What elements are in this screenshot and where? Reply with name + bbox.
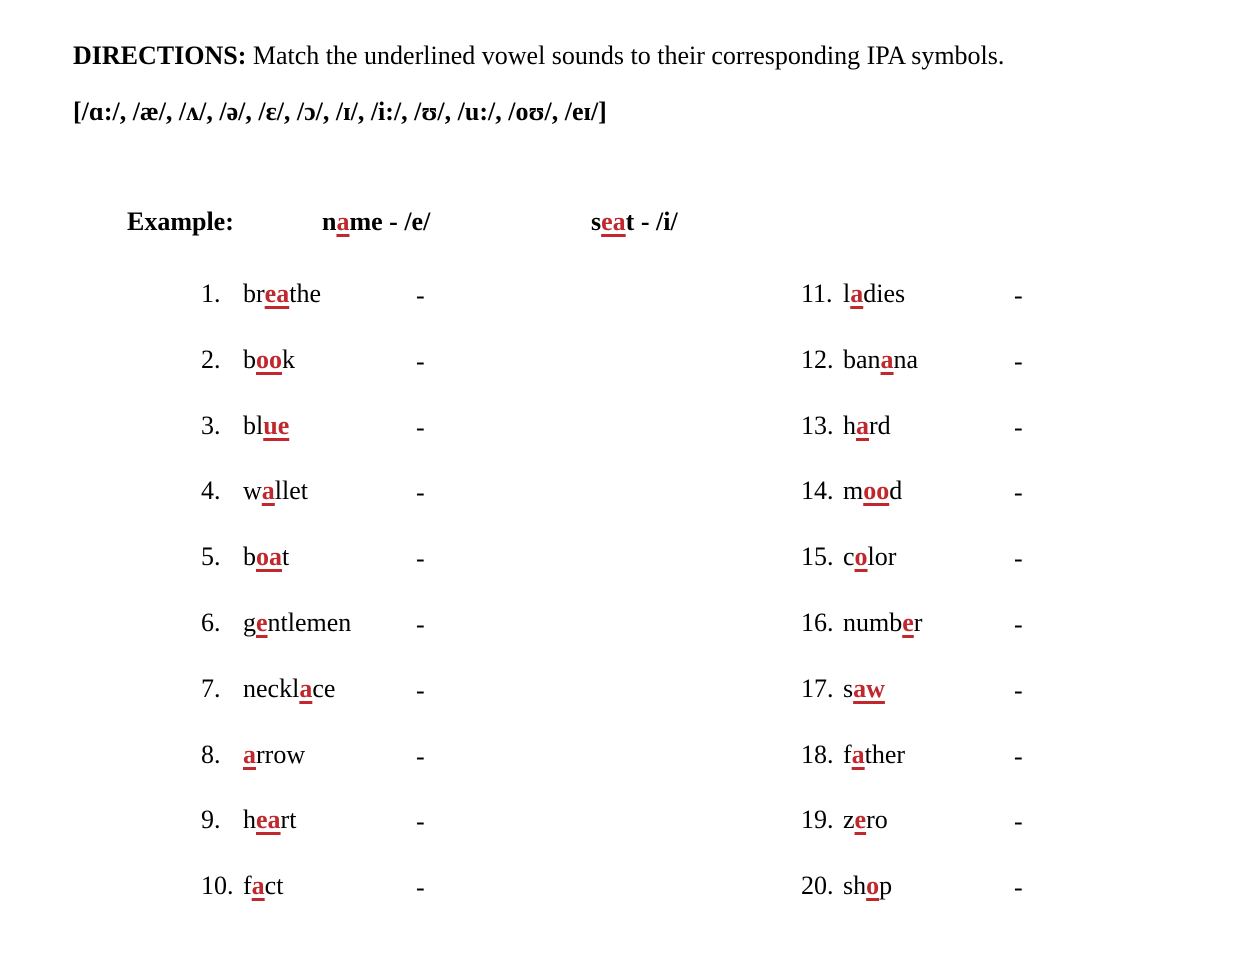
underlined-vowel: a — [261, 476, 275, 505]
item-word: necklace — [243, 674, 336, 703]
item-number: 11. — [801, 279, 833, 308]
answer-blank-dash: - — [416, 347, 425, 376]
item-number: 17. — [801, 674, 834, 703]
item-number: 20. — [801, 871, 834, 900]
item-word: fact — [243, 871, 284, 900]
item-number: 2. — [201, 345, 221, 374]
example-label: Example: — [127, 207, 234, 236]
underlined-vowel: oo — [863, 476, 890, 505]
answer-blank-dash: - — [1014, 544, 1023, 573]
item-number: 18. — [801, 740, 834, 769]
item-number: 15. — [801, 542, 834, 571]
underlined-vowel: e — [256, 608, 268, 637]
underlined-vowel: a — [299, 674, 313, 703]
item-number: 7. — [201, 674, 221, 703]
directions-line — [73, 38, 1004, 74]
directions-text: Match the underlined vowel sounds to their corresponding IPA symbols. — [246, 41, 1005, 70]
underlined-vowel: aw — [853, 674, 885, 703]
answer-blank-dash: - — [416, 742, 425, 771]
underlined-vowel: a — [880, 345, 894, 374]
item-number: 1. — [201, 279, 221, 308]
answer-blank-dash: - — [1014, 742, 1023, 771]
item-word: hard — [843, 411, 891, 440]
underlined-vowel: a — [851, 740, 865, 769]
item-number: 16. — [801, 608, 834, 637]
underlined-vowel: oa — [256, 542, 282, 571]
item-number: 4. — [201, 476, 221, 505]
example-ipa: - /i/ — [634, 207, 678, 236]
item-number: 10. — [201, 871, 234, 900]
answer-blank-dash: - — [416, 676, 425, 705]
example-ipa: - /e/ — [382, 207, 431, 236]
answer-blank-dash: - — [416, 807, 425, 836]
answer-blank-dash: - — [416, 281, 425, 310]
item-number: 12. — [801, 345, 834, 374]
directions-label: DIRECTIONS: — [73, 41, 247, 70]
underlined-vowel: e — [902, 608, 914, 637]
item-word: ladies — [843, 279, 906, 308]
item-word: blue — [243, 411, 290, 440]
item-number: 9. — [201, 805, 221, 834]
example-item-1: name - /e/ — [322, 207, 431, 236]
answer-blank-dash: - — [1014, 281, 1023, 310]
item-word: boat — [243, 542, 290, 571]
item-word: father — [843, 740, 906, 769]
underlined-vowel: ea — [264, 279, 290, 308]
answer-blank-dash: - — [416, 873, 425, 902]
item-number: 6. — [201, 608, 221, 637]
item-word: color — [843, 542, 897, 571]
item-number: 8. — [201, 740, 221, 769]
item-word: wallet — [243, 476, 308, 505]
answer-blank-dash: - — [416, 478, 425, 507]
item-word: arrow — [243, 740, 306, 769]
underlined-vowel: o — [866, 871, 880, 900]
underlined-vowel: a — [850, 279, 864, 308]
answer-blank-dash: - — [1014, 610, 1023, 639]
example-underlined-vowel: ea — [601, 207, 626, 236]
item-number: 13. — [801, 411, 834, 440]
item-word: breathe — [243, 279, 321, 308]
answer-blank-dash: - — [416, 544, 425, 573]
answer-blank-dash: - — [1014, 347, 1023, 376]
item-number: 3. — [201, 411, 221, 440]
underlined-vowel: oo — [256, 345, 282, 374]
answer-blank-dash: - — [1014, 478, 1023, 507]
item-word: mood — [843, 476, 903, 505]
underlined-vowel: e — [854, 805, 867, 834]
underlined-vowel: a — [856, 411, 869, 440]
underlined-vowel: ea — [256, 805, 281, 834]
item-number: 14. — [801, 476, 834, 505]
underlined-vowel: a — [251, 871, 265, 900]
item-word: zero — [843, 805, 888, 834]
item-number: 19. — [801, 805, 834, 834]
item-word: number — [843, 608, 923, 637]
answer-blank-dash: - — [1014, 676, 1023, 705]
underlined-vowel: ue — [263, 411, 290, 440]
item-number: 5. — [201, 542, 221, 571]
underlined-vowel: a — [243, 740, 256, 769]
item-word: banana — [843, 345, 919, 374]
answer-blank-dash: - — [1014, 807, 1023, 836]
item-word: shop — [843, 871, 893, 900]
ipa-symbol-list: [/ɑ:/, /æ/, /ʌ/, /ə/, /ɛ/, /ɔ/, /ɪ/, /i:/, /ʊ/, /u:/, /oʊ/, /eɪ/] — [73, 97, 607, 126]
example-underlined-vowel: a — [336, 207, 350, 236]
item-word: heart — [243, 805, 297, 834]
answer-blank-dash: - — [1014, 413, 1023, 442]
underlined-vowel: o — [854, 542, 868, 571]
answer-blank-dash: - — [416, 610, 425, 639]
answer-blank-dash: - — [416, 413, 425, 442]
answer-blank-dash: - — [1014, 873, 1023, 902]
item-word: book — [243, 345, 295, 374]
item-word: gentlemen — [243, 608, 352, 637]
item-word: saw — [843, 674, 885, 703]
example-item-2: seat - /i/ — [591, 207, 678, 236]
